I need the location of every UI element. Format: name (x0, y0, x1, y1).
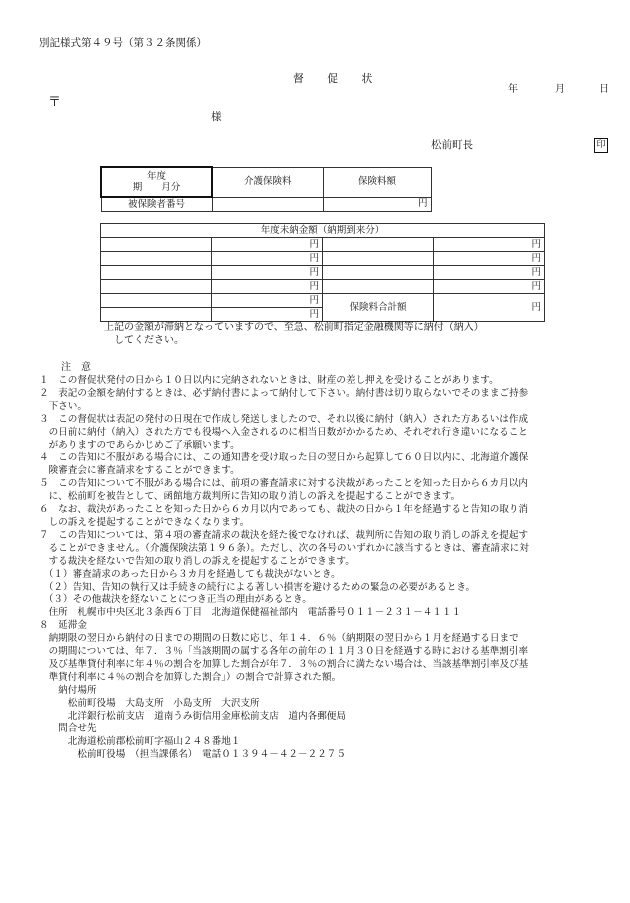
yen-cell: 円 (212, 280, 323, 294)
total-yen-cell: 円 (434, 294, 545, 322)
yen-cell: 円 (212, 266, 323, 280)
notes-line: する裁決を経ないで告知の取り消しの訴えを提起することができます。 (39, 555, 355, 567)
date-month-label: 月 (555, 84, 565, 95)
notes-line: （２）告知、告知の執行又は手続きの続行による著しい損害を避けるための緊急の必要があるとき。 (39, 581, 476, 593)
notes-line: しの訴えを提起することができなくなります。 (39, 516, 250, 528)
document-title: 督 促 状 (293, 72, 383, 85)
notes-line: 準貸付利率に４％の割合を加算した割合」）の割合で計算された額。 (39, 671, 342, 683)
notes-line: 下さい。 (39, 400, 87, 412)
insured-number-value (212, 197, 323, 212)
yen-cell: 円 (434, 252, 545, 266)
notes-heading: 注 意 (61, 362, 91, 373)
notes-line: ７ この告知については、第４項の審査請求の裁決を経た後でなければ、裁判所に告知の取り消しの訴えを提起す (39, 529, 529, 541)
intro-line-1: 上記の金額が滞納となっていますので、至急、松前町指定金融機関等に納付（納入） (104, 322, 484, 333)
notes-line: に、松前町を被告として、函館地方裁判所に告知の取り消しの訴えを提起することができます。 (39, 491, 461, 503)
notes-line: 険審査会に審査請求をすることができます。 (39, 465, 240, 477)
unpaid-amount-table (100, 223, 545, 322)
period-label: 期 月分 (132, 182, 181, 193)
seal-mark: 印 (594, 138, 608, 153)
notes-line: 松前町役場 大島支所 小島支所 大沢支所 (39, 697, 260, 709)
yen-cell: 円 (212, 238, 323, 252)
notes-line: 納期限の翌日から納付の日までの期間の日数に応じ、年１４．６％（納期限の翌日から１月を経過する日まで (39, 633, 519, 645)
year-label: 年度 (146, 171, 166, 182)
care-premium-header: 介護保険料 (212, 167, 323, 197)
notes-line: （３）その他裁決を経ないことにつき正当の理由があるとき。 (39, 594, 312, 606)
notes-line: 北海道松前郡松前町字福山２４８番地１ (39, 736, 241, 748)
table-row (101, 252, 545, 266)
notes-line: 北洋銀行松前支店 道南うみ街信用金庫松前支店 道内各郵便局 (39, 710, 346, 722)
yen-cell: 円 (434, 266, 545, 280)
unpaid-header: 年度未納金額（納期到来分） (101, 224, 545, 238)
notes-line: １ この督促状発付の日から１０日以内に完納されないときは、財産の差し押えを受けることがあります。 (39, 375, 499, 386)
notes-line: ２ 表記の金額を納付するときは、必ず納付書によって納付して下さい。納付書は切り取らないでそのままご持参 (39, 387, 529, 399)
notes-body (39, 375, 617, 762)
notes-line: 及び基準貸付利率に年４％の割合を加算した割合が年７．３％の割合に満たない場合は、当該基準割引率及び基 (39, 658, 529, 670)
payment-request (104, 321, 604, 347)
notes-line: 松前町役場 （担当課係名） 電話０１３９４－４２－２２７５ (39, 749, 346, 761)
issuer-name: 松前町長 (431, 139, 473, 151)
notes-line: ６ なお、裁決があったことを知った日から６カ月以内であっても、裁決の日から１年を経過すると告知の取り消 (39, 504, 529, 516)
premium-table (100, 166, 432, 212)
date-day-label: 日 (599, 84, 609, 95)
notes-line: 納付場所 (39, 684, 97, 696)
yen-cell: 円 (212, 308, 323, 322)
year-period-cell (101, 167, 212, 197)
notes-line: ８ 延滞金 (39, 620, 87, 632)
total-label: 保険料合計額 (323, 294, 434, 322)
notes-line: ５ この告知について不服がある場合には、前項の審査請求に対する決裁があったことを知った日から６カ月以内 (39, 478, 528, 490)
table-row (101, 266, 545, 280)
premium-amount-yen: 円 (323, 197, 431, 212)
insured-number-label: 被保険者番号 (101, 197, 212, 212)
form-number: 別記様式第４９号（第３２条関係） (39, 37, 207, 49)
table-row (101, 294, 545, 308)
premium-amount-header: 保険料額 (323, 167, 431, 197)
date-year-label: 年 (508, 84, 518, 95)
notes-line: の期間については、年７．３％「当該期間の属する各年の前年の１１月３０日を経過する時における基準割引率 (39, 646, 529, 658)
notes-line: ３ この督促状は表記の発付の日現在で作成し発送しましたので、それ以後に納付（納入）された方あるいは作成 (39, 413, 529, 425)
notes-line: の日前に納付（納入）された方でも役場へ入金されるのに相当日数がかかるため、それぞれ行き違いになること (39, 426, 528, 438)
notes-line: 住所 札幌市中央区北３条西６丁目 北海道保健福祉部内 電話番号０１１－２３１－４１１１ (39, 607, 462, 619)
yen-cell: 円 (212, 294, 323, 308)
yen-cell: 円 (434, 238, 545, 252)
notes-line: 問合せ先 (39, 723, 97, 735)
yen-cell: 円 (434, 280, 545, 294)
notes-line: ４ この告知に不服がある場合には、この通知書を受け取った日の翌日から起算して６０日以内に、北海道介護保 (39, 452, 529, 464)
notes-line: （１）審査請求のあった日から３カ月を経過しても裁決がないとき。 (39, 568, 341, 580)
intro-line-2: してください。 (114, 335, 184, 346)
yen-cell: 円 (212, 252, 323, 266)
table-row (101, 238, 545, 252)
table-row (101, 280, 545, 294)
notes-line: がありますのであらかじめご了承願います。 (39, 439, 240, 451)
notes-line: ることができません。（介護保険法第１９６条）。ただし、次の各号のいずれかに該当するときは、審査請求に対 (39, 542, 529, 554)
postal-mark: 〒 (48, 95, 62, 110)
addressee-suffix: 様 (211, 111, 222, 123)
